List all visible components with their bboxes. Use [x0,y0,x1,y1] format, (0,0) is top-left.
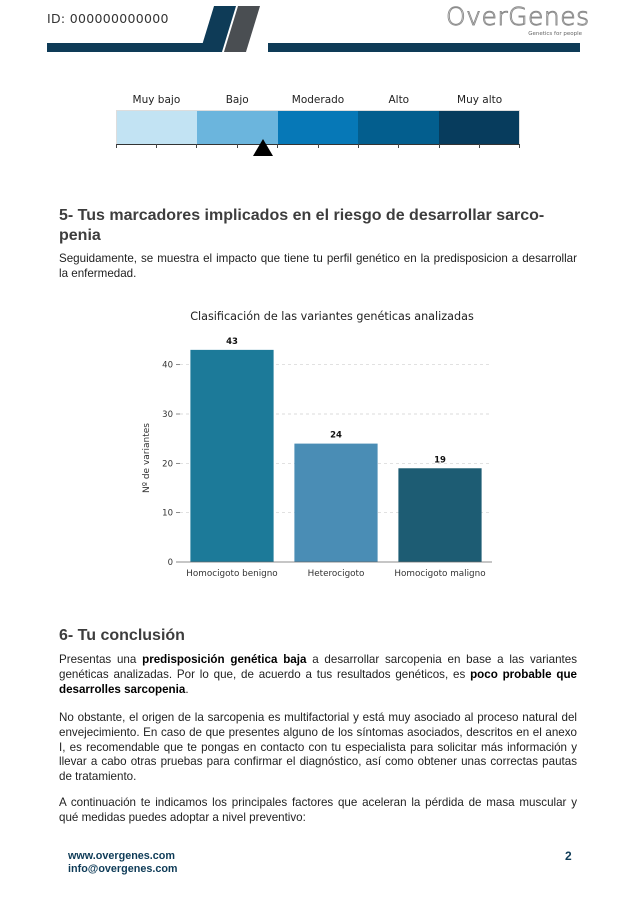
chart-data-label: 19 [434,455,446,466]
risk-label-muy-alto: Muy alto [457,94,503,106]
chart-bar [294,444,377,562]
chart-bar [398,468,481,562]
chart-data-label: 43 [226,336,238,347]
chart-x-tick-label: Homocigoto maligno [394,569,486,579]
logo-wordmark: OverGenes [446,2,590,31]
risk-label-alto: Alto [388,94,410,106]
section6-paragraph-2: No obstante, el origen de la sarcopenia es multifactorial y está muy asociado al proceso natural del envejecimiento. En caso de que presentes alguno de los síntomas asociados, descritos en el anexo I, es recomendable que te pongas en contacto con tu especialista para solicitar más información y llevar a cabo otras pruebas para confirmar el diagnóstico, así como obtener unas correctas pautas de tratamiento. [59,711,577,784]
risk-scale-tick [196,144,197,148]
risk-segment-alto [358,111,438,144]
chart-y-tick-label: 10 [162,508,173,519]
risk-scale [116,94,520,110]
section5-title-line1: 5- Tus marcadores implicados en el riesgo de desarrollar sarco- [59,207,545,224]
risk-scale-tick [318,144,319,148]
section5-title-line2: penia [59,227,101,244]
conclusion-text: a desarrollar sarcopenia en base a las variantes genéticas analizadas. Por lo que, de acuerdo a tus resultados genéticos, es [59,653,577,681]
footer-contact [68,850,178,876]
risk-scale-bar [116,110,520,145]
page-number: 2 [565,849,572,863]
risk-scale-tick [116,144,117,148]
section6-title: 6- Tu conclusión [59,627,185,644]
risk-scale-tick [439,144,440,148]
risk-label-muy-bajo: Muy bajo [132,94,181,106]
chart-y-tick-label: 40 [162,360,173,371]
chart-data-label: 24 [330,430,342,441]
chart-y-ticks [162,361,180,568]
chart-x-tick-label: Heterocigoto [307,569,365,579]
chart-ylabel: Nº de variantes [142,423,152,493]
chart-y-tick-label: 30 [162,410,173,420]
conclusion-text: . [185,682,189,696]
risk-scale-tick [156,144,157,148]
risk-scale-tick [519,144,520,148]
risk-pointer-triangle [253,139,273,156]
risk-segment-muy-bajo [117,111,197,144]
chart-x-tick-label: Homocigoto benigno [186,569,278,579]
header-bar-left [47,43,210,52]
footer-email-link[interactable]: info@overgenes.com [68,863,178,875]
risk-scale-tick [237,144,238,148]
risk-scale-tick [398,144,399,148]
risk-segment-muy-alto [439,111,519,144]
section6-paragraph-3: A continuación te indicamos los principales factores que aceleran la pérdida de masa muscular y qué medidas puedes adoptar a nivel preventivo: [59,796,577,824]
section5-title [59,206,544,246]
risk-label-moderado: Moderado [291,94,345,106]
overgenes-logo [446,2,590,40]
patient-id: ID: 000000000000 [47,11,169,26]
variants-bar-chart [130,300,510,590]
chart-bars [190,337,481,562]
conclusion-text: Presentas una [59,653,143,666]
chart-y-tick-label: 0 [167,558,173,568]
chart-bar [190,350,273,562]
risk-label-bajo: Bajo [225,94,249,106]
footer-website-link[interactable]: www.overgenes.com [68,850,176,862]
conclusion-likelihood: poco probable que desarrolles sarcopenia [59,667,577,696]
risk-segment-moderado [278,111,358,144]
chart-x-labels [186,569,485,579]
risk-scale-tick [479,144,480,148]
section5-paragraph: Seguidamente, se muestra el impacto que tiene tu perfil genético en la predisposicion a desarrollar la enfermedad. [59,252,577,280]
header-bar-right [268,43,580,52]
section6-paragraph-1 [59,653,577,697]
conclusion-predisposition: predisposición genética baja [142,653,307,666]
risk-scale-labels [116,94,520,110]
risk-scale-tick [277,144,278,148]
chart-y-tick-label: 20 [162,459,173,470]
chart-title: Clasificación de las variantes genéticas analizadas [190,310,474,323]
risk-scale-tick [358,144,359,148]
logo-tagline: Genetics for people [528,31,582,37]
